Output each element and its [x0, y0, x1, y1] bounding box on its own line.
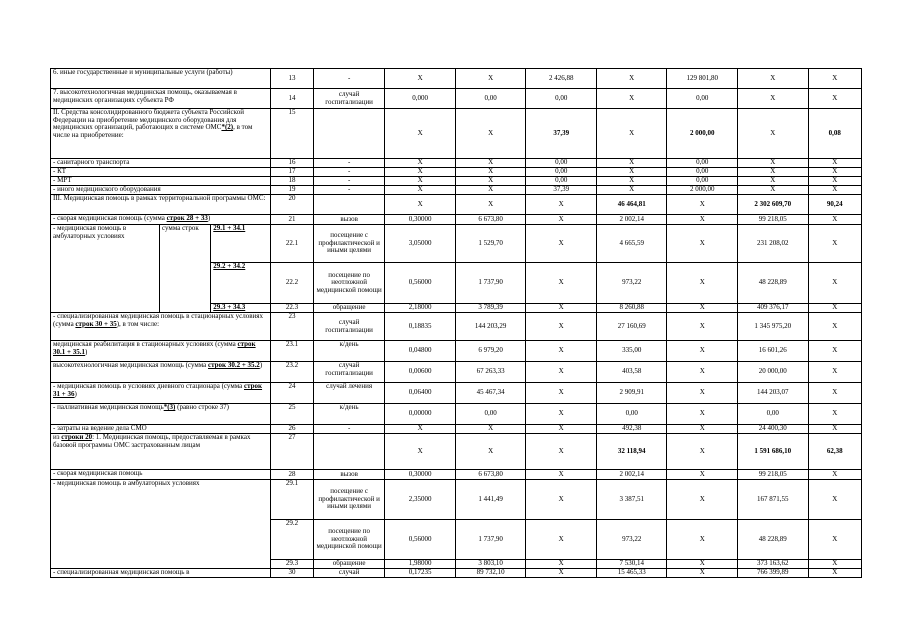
value-cell: X — [808, 520, 862, 560]
value-cell: X — [667, 215, 738, 225]
value-cell: 0,30000 — [385, 470, 456, 480]
value-cell: 0,00 — [596, 404, 667, 425]
table-row — [51, 69, 862, 89]
value-cell: X — [808, 341, 862, 362]
line-number: 14 — [271, 89, 314, 109]
row-label: III. Медицинская помощь в рамках территориальной программы ОМС: — [51, 195, 271, 215]
value-cell: X — [737, 159, 808, 168]
value-cell: 409 376,17 — [737, 304, 808, 313]
value-cell: X — [385, 434, 456, 470]
value-cell: X — [667, 520, 738, 560]
value-cell: 0,00600 — [385, 362, 456, 383]
value-cell: X — [526, 304, 597, 313]
value-cell: 0,00 — [667, 177, 738, 186]
unit-cell: к/день — [313, 404, 385, 425]
value-cell: X — [667, 313, 738, 341]
value-cell: X — [808, 569, 862, 578]
line-number: 23 — [271, 313, 314, 341]
value-cell: 1 529,70 — [455, 225, 526, 263]
value-cell: 2 000,00 — [667, 109, 738, 159]
value-cell: X — [808, 313, 862, 341]
value-cell: 0,18835 — [385, 313, 456, 341]
value-cell: 0,00 — [526, 89, 597, 109]
table-row — [51, 569, 862, 578]
value-cell: 0,00000 — [385, 404, 456, 425]
value-cell: 2 302 609,70 — [737, 195, 808, 215]
value-cell: X — [808, 480, 862, 520]
value-cell: X — [455, 425, 526, 434]
line-number: 29.2 — [271, 520, 314, 560]
value-cell: 16 601,26 — [737, 341, 808, 362]
value-cell: 0,00 — [667, 89, 738, 109]
value-cell: 1 345 975,20 — [737, 313, 808, 341]
unit-cell: - — [313, 168, 385, 177]
value-cell: 32 118,94 — [596, 434, 667, 470]
row-label: - санитарного транспорта — [51, 159, 271, 168]
value-cell: X — [596, 109, 667, 159]
value-cell: X — [455, 168, 526, 177]
line-number: 26 — [271, 425, 314, 434]
value-cell: X — [596, 186, 667, 195]
value-cell: 2 909,91 — [596, 383, 667, 404]
value-cell: 3,05000 — [385, 225, 456, 263]
unit-cell — [313, 195, 385, 215]
unit-cell: обращение — [313, 560, 385, 569]
value-cell: X — [737, 69, 808, 89]
row-link[interactable]: строк 30.1 + 35.1 — [53, 340, 256, 356]
value-cell: 1,98000 — [385, 560, 456, 569]
row-label: - специализированная медицинская помощь в — [51, 569, 271, 578]
value-cell: X — [808, 362, 862, 383]
table-row — [51, 159, 862, 168]
value-cell: 973,22 — [596, 520, 667, 560]
value-cell: 766 399,89 — [737, 569, 808, 578]
value-cell: 2 002,14 — [596, 215, 667, 225]
value-cell: X — [526, 425, 597, 434]
value-cell: X — [667, 569, 738, 578]
value-cell: X — [385, 168, 456, 177]
table-row — [51, 341, 862, 362]
value-cell: X — [455, 434, 526, 470]
row-label: - паллиативная медицинская помощь*(3) (равно строке 37) — [51, 404, 271, 425]
value-cell: 0,00 — [737, 404, 808, 425]
table-row — [51, 168, 862, 177]
value-cell: X — [455, 177, 526, 186]
line-number: 16 — [271, 159, 314, 168]
value-cell: X — [596, 177, 667, 186]
value-cell: X — [737, 177, 808, 186]
value-cell: X — [526, 383, 597, 404]
row-label: высокотехнологичная медицинская помощь (сумма строк 30.2 + 35.2) — [51, 362, 271, 383]
value-cell: X — [526, 195, 597, 215]
row-link[interactable]: строк 31 + 36 — [53, 382, 263, 398]
table-row — [51, 383, 862, 404]
value-cell: 0,08 — [808, 109, 862, 159]
value-cell: 6 979,20 — [455, 341, 526, 362]
value-cell: X — [667, 480, 738, 520]
unit-cell: вызов — [313, 470, 385, 480]
value-cell: 0,04800 — [385, 341, 456, 362]
value-cell: X — [455, 109, 526, 159]
unit-cell: - — [313, 425, 385, 434]
value-cell: X — [667, 225, 738, 263]
value-cell: 1 737,90 — [455, 263, 526, 304]
value-cell: 20 000,00 — [737, 362, 808, 383]
value-cell: 24 400,30 — [737, 425, 808, 434]
row-label: - скорая медицинская помощь (сумма строк 28 + 33) — [51, 215, 271, 225]
row-label: - скорая медицинская помощь — [51, 470, 271, 480]
value-cell: 0,00 — [526, 168, 597, 177]
table-row — [51, 313, 862, 341]
value-cell: X — [385, 109, 456, 159]
value-cell: 6 673,80 — [455, 215, 526, 225]
value-cell: X — [737, 109, 808, 159]
unit-cell: случай — [313, 569, 385, 578]
unit-cell: случай лечения — [313, 383, 385, 404]
line-number: 18 — [271, 177, 314, 186]
value-cell: X — [526, 263, 597, 304]
value-cell: X — [526, 560, 597, 569]
line-number: 29.1 — [271, 480, 314, 520]
row-label: II. Средства консолидированного бюджета субъекта Российской Федерации на приобретение медицинского оборудования для медицинских организаций, работающих в системе ОМС*(2), в том числе на приобретение: — [51, 109, 271, 159]
row-label: - затраты на ведение дела СМО — [51, 425, 271, 434]
value-cell: X — [385, 186, 456, 195]
row-label: - иного медицинского оборудования — [51, 186, 271, 195]
row-label: - КТ — [51, 168, 271, 177]
table-row — [51, 186, 862, 195]
value-cell: 0,000 — [385, 89, 456, 109]
value-cell: 0,06400 — [385, 383, 456, 404]
row-link[interactable]: строк 30.2 + 35.2 — [208, 361, 260, 369]
value-cell: X — [808, 69, 862, 89]
value-cell: X — [808, 263, 862, 304]
value-cell: 335,00 — [596, 341, 667, 362]
unit-cell: - — [313, 159, 385, 168]
value-cell: X — [385, 425, 456, 434]
line-number: 15 — [271, 109, 314, 159]
value-cell: 2 000,00 — [667, 186, 738, 195]
value-cell: 99 218,05 — [737, 215, 808, 225]
line-number: 22.1 — [271, 225, 314, 263]
value-cell: 973,22 — [596, 263, 667, 304]
value-cell: 3 789,39 — [455, 304, 526, 313]
value-cell: 90,24 — [808, 195, 862, 215]
value-cell: X — [526, 341, 597, 362]
value-cell: X — [596, 89, 667, 109]
table-row — [51, 177, 862, 186]
row-label: - МРТ — [51, 177, 271, 186]
value-cell: 0,30000 — [385, 215, 456, 225]
footnote-link[interactable]: *(2) — [221, 123, 234, 132]
value-cell: 89 732,10 — [455, 569, 526, 578]
value-cell: X — [737, 89, 808, 109]
value-cell: 144 203,29 — [455, 313, 526, 341]
value-cell: X — [808, 470, 862, 480]
line-number: 25 — [271, 404, 314, 425]
value-cell: X — [385, 159, 456, 168]
unit-cell: - — [313, 177, 385, 186]
line-number: 19 — [271, 186, 314, 195]
value-cell: X — [808, 186, 862, 195]
value-cell: X — [667, 470, 738, 480]
value-cell: 67 263,33 — [455, 362, 526, 383]
unit-cell: посещение с профилактической и иными целями — [313, 480, 385, 520]
line-number: 24 — [271, 383, 314, 404]
value-cell: 2 002,14 — [596, 470, 667, 480]
row-link: 29.2 + 34.2 — [211, 263, 271, 304]
unit-cell: случай госпитализации — [313, 89, 385, 109]
value-cell: 144 203,07 — [737, 383, 808, 404]
value-cell: X — [455, 69, 526, 89]
value-cell: 7 530,14 — [596, 560, 667, 569]
unit-cell: - — [313, 69, 385, 89]
value-cell: 2,35000 — [385, 480, 456, 520]
unit-cell: посещение по неотложной медицинской помощи — [313, 263, 385, 304]
unit-cell — [313, 434, 385, 470]
value-cell: 0,00 — [526, 177, 597, 186]
table-row — [51, 215, 862, 225]
table-row — [51, 404, 862, 425]
value-cell: X — [526, 225, 597, 263]
value-cell: 99 218,05 — [737, 470, 808, 480]
unit-cell: вызов — [313, 215, 385, 225]
unit-cell: посещение с профилактической и иными целями — [313, 225, 385, 263]
unit-cell: - — [313, 186, 385, 195]
value-cell: 0,56000 — [385, 520, 456, 560]
value-cell: 0,00 — [667, 159, 738, 168]
row-label: - медицинская помощь в условиях дневного стационара (сумма строк 31 + 36) — [51, 383, 271, 404]
table-row — [51, 195, 862, 215]
row-link: 29.3 + 34.3 — [211, 304, 271, 313]
value-cell: X — [808, 425, 862, 434]
value-cell: 37,39 — [526, 109, 597, 159]
value-cell: 0,00 — [455, 89, 526, 109]
value-cell: 27 160,69 — [596, 313, 667, 341]
value-cell: 48 228,89 — [737, 520, 808, 560]
value-cell: 37,39 — [526, 186, 597, 195]
value-cell: 0,17235 — [385, 569, 456, 578]
value-cell: 15 465,33 — [596, 569, 667, 578]
value-cell: X — [526, 480, 597, 520]
row-label: - медицинская помощь в амбулаторных условиях — [51, 225, 160, 313]
value-cell: X — [808, 168, 862, 177]
line-number: 22.3 — [271, 304, 314, 313]
table-row — [51, 362, 862, 383]
line-number: 27 — [271, 434, 314, 470]
value-cell: X — [808, 225, 862, 263]
value-cell: X — [455, 159, 526, 168]
line-number: 30 — [271, 569, 314, 578]
value-cell: X — [385, 177, 456, 186]
value-cell: X — [667, 425, 738, 434]
value-cell: 373 163,62 — [737, 560, 808, 569]
value-cell: 1 737,90 — [455, 520, 526, 560]
line-number: 13 — [271, 69, 314, 89]
value-cell: X — [808, 304, 862, 313]
value-cell: X — [455, 195, 526, 215]
value-cell: X — [526, 434, 597, 470]
value-cell: X — [526, 215, 597, 225]
value-cell: X — [667, 434, 738, 470]
value-cell: X — [455, 186, 526, 195]
row-label: из строки 20: 1. Медицинская помощь, предоставляемая в рамках базовой программы ОМС застрахованным лицам — [51, 434, 271, 470]
value-cell: X — [808, 560, 862, 569]
value-cell: X — [667, 560, 738, 569]
value-cell: 46 464,81 — [596, 195, 667, 215]
row-link[interactable]: строки 20 — [61, 433, 93, 441]
value-cell: X — [526, 313, 597, 341]
value-cell: X — [526, 470, 597, 480]
value-cell: 48 228,89 — [737, 263, 808, 304]
value-cell: 6 673,80 — [455, 470, 526, 480]
value-cell: X — [808, 215, 862, 225]
program-cost-table — [50, 68, 862, 578]
table-row — [51, 434, 862, 470]
value-cell: 0,56000 — [385, 263, 456, 304]
value-cell: X — [808, 404, 862, 425]
value-cell: 2 426,88 — [526, 69, 597, 89]
value-cell: 1 441,49 — [455, 480, 526, 520]
table-row — [51, 480, 862, 520]
value-cell: X — [737, 186, 808, 195]
value-cell: X — [526, 404, 597, 425]
value-cell: 45 467,34 — [455, 383, 526, 404]
value-cell: X — [596, 159, 667, 168]
value-cell: X — [808, 383, 862, 404]
value-cell: 1 591 686,10 — [737, 434, 808, 470]
value-cell: X — [596, 168, 667, 177]
table-row — [51, 470, 862, 480]
value-cell: X — [667, 304, 738, 313]
table-row — [51, 225, 862, 263]
value-cell: 0,00 — [526, 159, 597, 168]
value-cell: 3 803,10 — [455, 560, 526, 569]
row-label: медицинская реабилитация в стационарных условиях (сумма строк 30.1 + 35.1) — [51, 341, 271, 362]
table-row — [51, 89, 862, 109]
row-link: 29.1 + 34.1 — [211, 225, 271, 263]
value-cell: X — [667, 362, 738, 383]
sum-label: сумма строк — [159, 225, 210, 313]
line-number: 28 — [271, 470, 314, 480]
value-cell: X — [667, 195, 738, 215]
unit-cell: случай госпитализации — [313, 313, 385, 341]
value-cell: 403,58 — [596, 362, 667, 383]
value-cell: X — [385, 195, 456, 215]
value-cell: 231 208,02 — [737, 225, 808, 263]
line-number: 22.2 — [271, 263, 314, 304]
value-cell: X — [526, 520, 597, 560]
line-number: 23.1 — [271, 341, 314, 362]
unit-cell: к/день — [313, 341, 385, 362]
value-cell: X — [808, 177, 862, 186]
value-cell: 8 260,88 — [596, 304, 667, 313]
value-cell: X — [526, 569, 597, 578]
row-link[interactable]: строк 28 + 33 — [166, 214, 208, 222]
row-label: 6. иные государственные и муниципальные услуги (работы) — [51, 69, 271, 89]
row-label: 7. высокотехнологичная медицинская помощь, оказываемая в медицинских организациях субъекта РФ — [51, 89, 271, 109]
unit-cell: случай госпитализации — [313, 362, 385, 383]
line-number: 23.2 — [271, 362, 314, 383]
value-cell: 492,38 — [596, 425, 667, 434]
value-cell: 4 665,59 — [596, 225, 667, 263]
table-row — [51, 109, 862, 159]
value-cell: X — [667, 383, 738, 404]
line-number: 20 — [271, 195, 314, 215]
value-cell: X — [808, 159, 862, 168]
line-number: 17 — [271, 168, 314, 177]
footnote-link[interactable]: *(3) — [163, 403, 176, 411]
value-cell: X — [808, 89, 862, 109]
unit-cell: обращение — [313, 304, 385, 313]
value-cell: 167 871,55 — [737, 480, 808, 520]
value-cell: X — [385, 69, 456, 89]
value-cell: 0,00 — [667, 168, 738, 177]
value-cell: X — [596, 69, 667, 89]
unit-cell — [313, 109, 385, 159]
value-cell: 129 801,80 — [667, 69, 738, 89]
line-number: 29.3 — [271, 560, 314, 569]
value-cell: 0,00 — [455, 404, 526, 425]
value-cell: 3 387,51 — [596, 480, 667, 520]
value-cell: X — [526, 362, 597, 383]
table-row — [51, 425, 862, 434]
row-link[interactable]: строк 30 + 35 — [75, 319, 117, 328]
value-cell: 2,18000 — [385, 304, 456, 313]
value-cell: 62,38 — [808, 434, 862, 470]
row-label: - медицинская помощь в амбулаторных условиях — [51, 480, 271, 569]
value-cell: X — [667, 341, 738, 362]
row-label: - специализированная медицинская помощь в стационарных условиях (сумма строк 30 + 35), в том числе: — [51, 313, 271, 341]
line-number: 21 — [271, 215, 314, 225]
value-cell: X — [667, 404, 738, 425]
value-cell: X — [667, 263, 738, 304]
unit-cell: посещение по неотложной медицинской помощи — [313, 520, 385, 560]
value-cell: X — [737, 168, 808, 177]
